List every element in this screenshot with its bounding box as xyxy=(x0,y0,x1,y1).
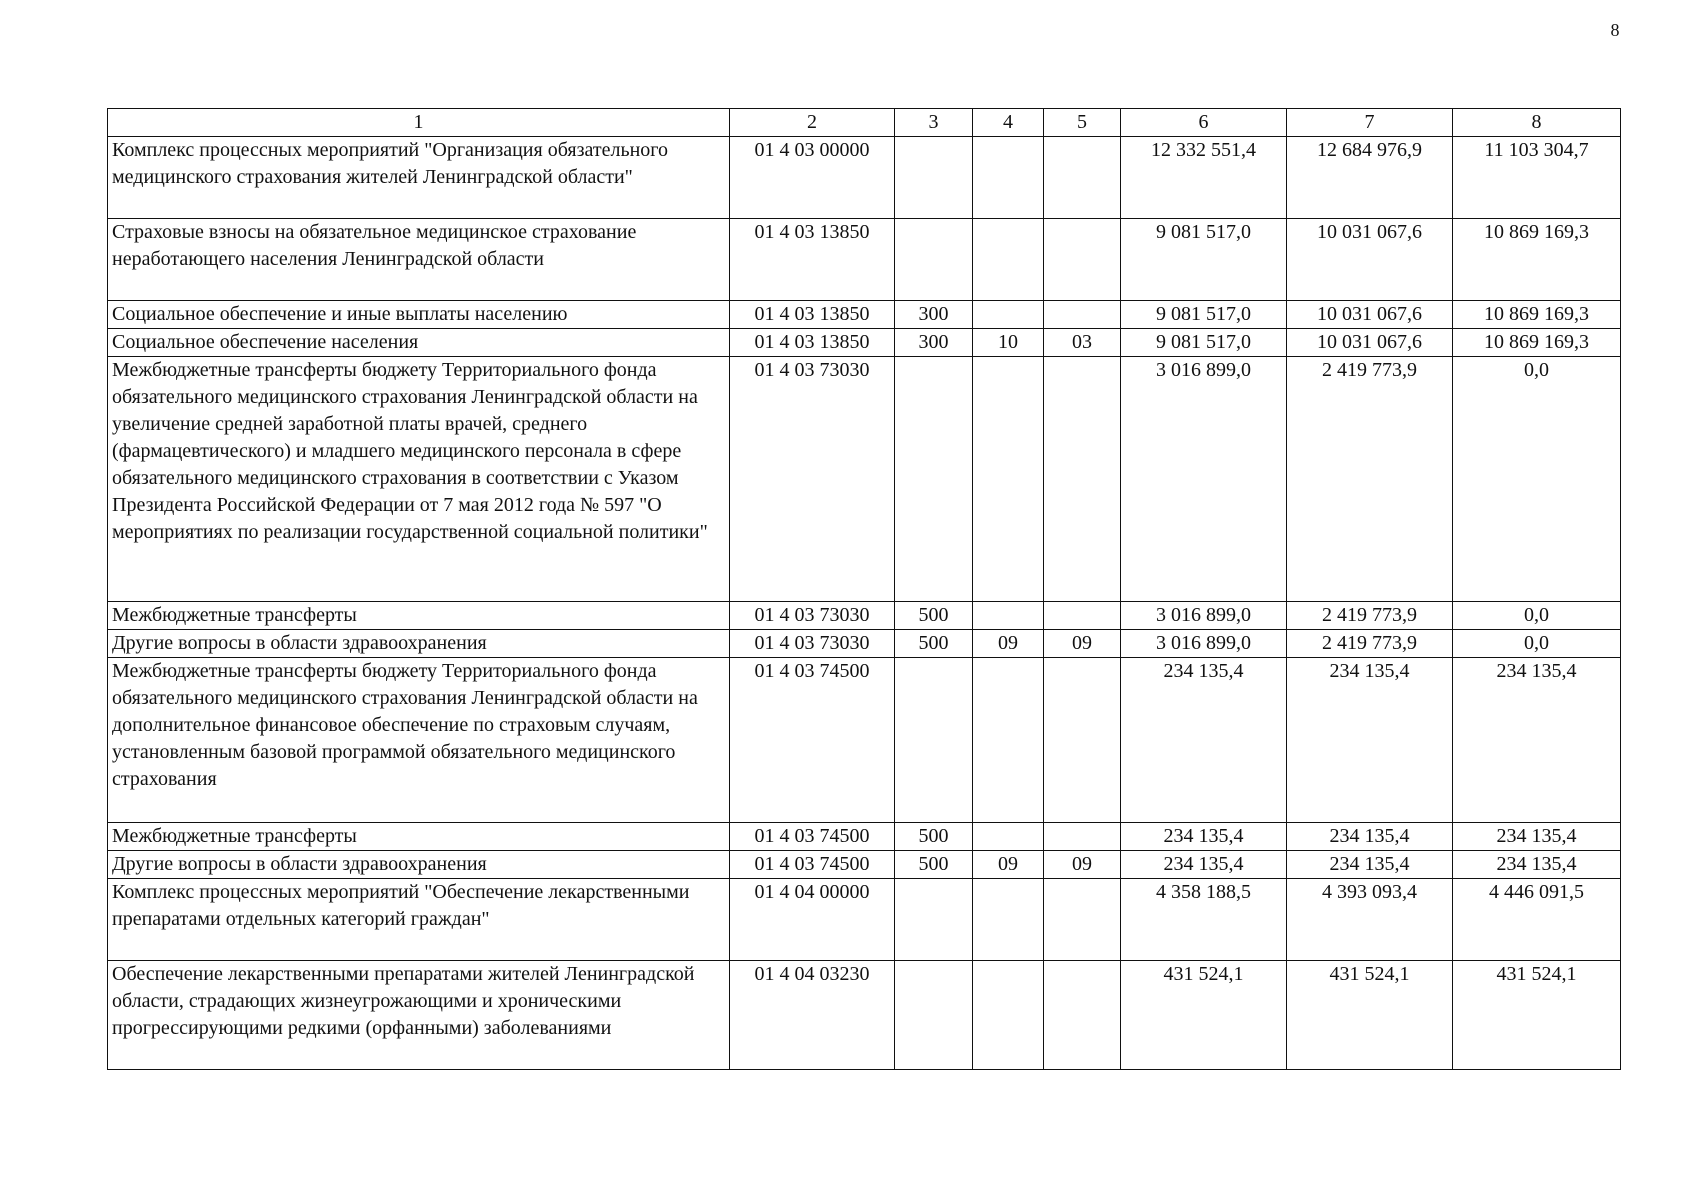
table-row xyxy=(108,658,1621,823)
row-col-5 xyxy=(1044,823,1121,851)
header-col-4: 4 xyxy=(973,109,1044,137)
row-col-3: 500 xyxy=(895,851,973,879)
row-value-8: 10 869 169,3 xyxy=(1453,329,1621,357)
row-value-8: 0,0 xyxy=(1453,357,1621,602)
row-value-8: 11 103 304,7 xyxy=(1453,137,1621,219)
table-row xyxy=(108,137,1621,219)
row-value-8: 234 135,4 xyxy=(1453,851,1621,879)
row-name: Межбюджетные трансферты xyxy=(108,823,730,851)
row-col-4 xyxy=(973,219,1044,301)
row-col-3 xyxy=(895,658,973,823)
row-col-3 xyxy=(895,219,973,301)
row-col-3: 300 xyxy=(895,329,973,357)
row-col-3: 300 xyxy=(895,301,973,329)
row-value-7: 4 393 093,4 xyxy=(1287,879,1453,961)
row-value-8: 431 524,1 xyxy=(1453,961,1621,1070)
row-name: Комплекс процессных мероприятий "Организация обязательного медицинского страхования жителей Ленинградской области" xyxy=(108,137,730,219)
page-number: 8 xyxy=(1610,20,1620,40)
row-value-7: 10 031 067,6 xyxy=(1287,301,1453,329)
row-value-8: 0,0 xyxy=(1453,630,1621,658)
row-col-5 xyxy=(1044,879,1121,961)
row-name: Межбюджетные трансферты бюджету Территориального фонда обязательного медицинского страхования Ленинградской области на увеличение средней заработной платы врачей, среднего (фармацевтического) и младшего медицинского персонала в сфере обязательного медицинского страхования в соответствии с Указом Президента Российской Федерации от 7 мая 2012 года № 597 "О мероприятиях по реализации государственной социальной политики" xyxy=(108,357,730,602)
row-value-7: 12 684 976,9 xyxy=(1287,137,1453,219)
table-row xyxy=(108,630,1621,658)
table-row xyxy=(108,219,1621,301)
row-col-3 xyxy=(895,357,973,602)
row-col-5 xyxy=(1044,357,1121,602)
row-value-8: 234 135,4 xyxy=(1453,658,1621,823)
row-value-6: 9 081 517,0 xyxy=(1121,329,1287,357)
row-value-6: 9 081 517,0 xyxy=(1121,301,1287,329)
header-col-8: 8 xyxy=(1453,109,1621,137)
row-col-5 xyxy=(1044,137,1121,219)
table-row xyxy=(108,851,1621,879)
row-col-5 xyxy=(1044,219,1121,301)
header-col-1: 1 xyxy=(108,109,730,137)
header-col-7: 7 xyxy=(1287,109,1453,137)
row-code: 01 4 04 00000 xyxy=(730,879,895,961)
row-col-4 xyxy=(973,823,1044,851)
row-col-4 xyxy=(973,301,1044,329)
row-value-6: 234 135,4 xyxy=(1121,823,1287,851)
row-col-5 xyxy=(1044,658,1121,823)
row-value-8: 10 869 169,3 xyxy=(1453,301,1621,329)
row-name: Обеспечение лекарственными препаратами жителей Ленинградской области, страдающих жизнеугрожающими и хроническими прогрессирующими редкими (орфанными) заболеваниями xyxy=(108,961,730,1070)
row-value-8: 234 135,4 xyxy=(1453,823,1621,851)
row-col-5 xyxy=(1044,301,1121,329)
row-col-4: 09 xyxy=(973,630,1044,658)
row-value-6: 9 081 517,0 xyxy=(1121,219,1287,301)
row-code: 01 4 03 73030 xyxy=(730,357,895,602)
row-col-5 xyxy=(1044,602,1121,630)
table-row xyxy=(108,823,1621,851)
row-col-4 xyxy=(973,357,1044,602)
row-col-3 xyxy=(895,137,973,219)
row-col-3 xyxy=(895,961,973,1070)
row-col-3: 500 xyxy=(895,823,973,851)
budget-table xyxy=(107,108,1621,1070)
row-name: Комплекс процессных мероприятий "Обеспечение лекарственными препаратами отдельных категорий граждан" xyxy=(108,879,730,961)
header-col-3: 3 xyxy=(895,109,973,137)
header-col-6: 6 xyxy=(1121,109,1287,137)
table-row xyxy=(108,602,1621,630)
row-name: Страховые взносы на обязательное медицинское страхование неработающего населения Ленинградской области xyxy=(108,219,730,301)
row-col-5: 09 xyxy=(1044,851,1121,879)
row-code: 01 4 03 13850 xyxy=(730,329,895,357)
row-code: 01 4 03 74500 xyxy=(730,851,895,879)
header-col-5: 5 xyxy=(1044,109,1121,137)
table-row xyxy=(108,329,1621,357)
row-value-7: 2 419 773,9 xyxy=(1287,630,1453,658)
row-col-4 xyxy=(973,137,1044,219)
row-value-7: 431 524,1 xyxy=(1287,961,1453,1070)
row-value-6: 4 358 188,5 xyxy=(1121,879,1287,961)
row-col-3 xyxy=(895,879,973,961)
row-col-5: 03 xyxy=(1044,329,1121,357)
row-name: Социальное обеспечение и иные выплаты населению xyxy=(108,301,730,329)
header-row xyxy=(108,109,1621,137)
table-row xyxy=(108,301,1621,329)
row-value-6: 431 524,1 xyxy=(1121,961,1287,1070)
table-row xyxy=(108,879,1621,961)
row-col-4 xyxy=(973,879,1044,961)
row-value-7: 234 135,4 xyxy=(1287,658,1453,823)
row-code: 01 4 03 73030 xyxy=(730,630,895,658)
row-code: 01 4 04 03230 xyxy=(730,961,895,1070)
row-value-7: 10 031 067,6 xyxy=(1287,219,1453,301)
row-code: 01 4 03 13850 xyxy=(730,219,895,301)
row-col-3: 500 xyxy=(895,630,973,658)
row-value-7: 10 031 067,6 xyxy=(1287,329,1453,357)
row-value-6: 234 135,4 xyxy=(1121,658,1287,823)
row-col-5 xyxy=(1044,961,1121,1070)
row-code: 01 4 03 13850 xyxy=(730,301,895,329)
row-value-7: 2 419 773,9 xyxy=(1287,357,1453,602)
row-name: Межбюджетные трансферты xyxy=(108,602,730,630)
row-value-8: 10 869 169,3 xyxy=(1453,219,1621,301)
row-col-3: 500 xyxy=(895,602,973,630)
header-col-2: 2 xyxy=(730,109,895,137)
row-name: Другие вопросы в области здравоохранения xyxy=(108,851,730,879)
row-code: 01 4 03 73030 xyxy=(730,602,895,630)
row-value-8: 0,0 xyxy=(1453,602,1621,630)
row-code: 01 4 03 00000 xyxy=(730,137,895,219)
row-col-4 xyxy=(973,658,1044,823)
row-code: 01 4 03 74500 xyxy=(730,658,895,823)
row-name: Социальное обеспечение населения xyxy=(108,329,730,357)
row-value-6: 3 016 899,0 xyxy=(1121,630,1287,658)
table-row xyxy=(108,961,1621,1070)
row-value-7: 2 419 773,9 xyxy=(1287,602,1453,630)
row-col-4 xyxy=(973,961,1044,1070)
row-value-6: 3 016 899,0 xyxy=(1121,602,1287,630)
row-value-6: 12 332 551,4 xyxy=(1121,137,1287,219)
row-col-4: 10 xyxy=(973,329,1044,357)
row-value-7: 234 135,4 xyxy=(1287,823,1453,851)
row-value-7: 234 135,4 xyxy=(1287,851,1453,879)
row-value-8: 4 446 091,5 xyxy=(1453,879,1621,961)
table-row xyxy=(108,357,1621,602)
row-col-5: 09 xyxy=(1044,630,1121,658)
row-name: Межбюджетные трансферты бюджету Территориального фонда обязательного медицинского страхования Ленинградской области на дополнительное финансовое обеспечение по страховым случаям, установленным базовой программой обязательного медицинского страхования xyxy=(108,658,730,823)
row-value-6: 234 135,4 xyxy=(1121,851,1287,879)
row-value-6: 3 016 899,0 xyxy=(1121,357,1287,602)
row-name: Другие вопросы в области здравоохранения xyxy=(108,630,730,658)
row-col-4 xyxy=(973,602,1044,630)
row-col-4: 09 xyxy=(973,851,1044,879)
row-code: 01 4 03 74500 xyxy=(730,823,895,851)
